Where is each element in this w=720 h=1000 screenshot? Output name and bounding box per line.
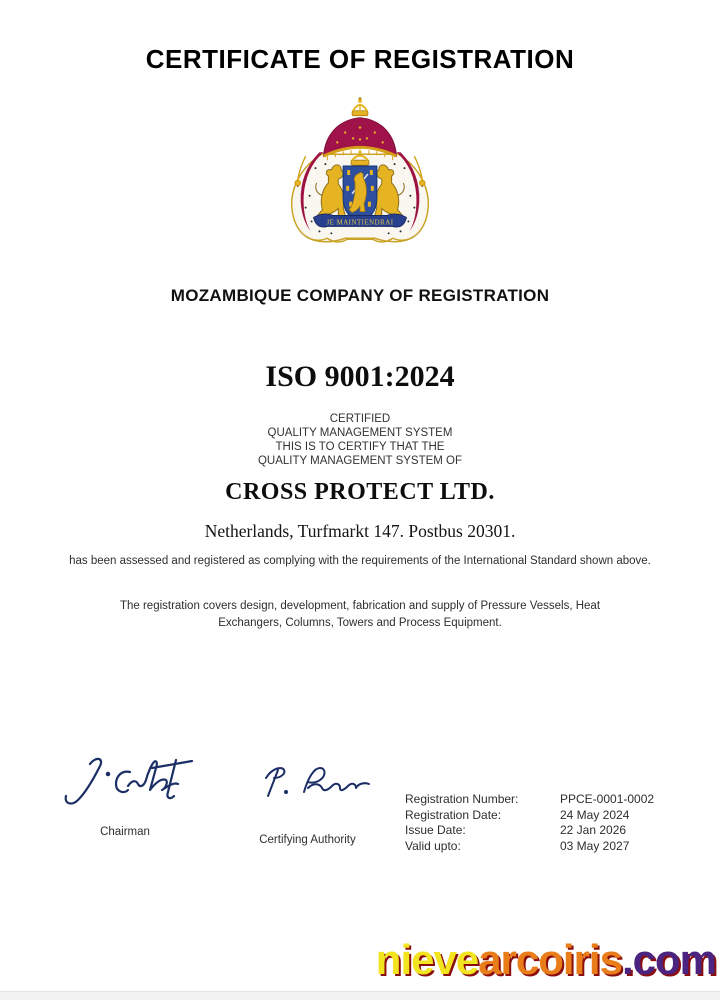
watermark-part-3: .com [621, 936, 716, 983]
assessment-statement: has been assessed and registered as complying with the requirements of the International Standard shown above. [69, 555, 651, 567]
certificate-title: CERTIFICATE OF REGISTRATION [145, 44, 575, 74]
registration-number-label: Registration Number: [405, 792, 519, 806]
motto-text: JE MAINTIENDRAI [326, 219, 394, 227]
certification-statement [0, 412, 720, 468]
watermark-part-2: arcoiris [478, 936, 622, 983]
issuer-name: MOZAMBIQUE COMPANY OF REGISTRATION [170, 286, 550, 305]
site-watermark [376, 936, 716, 984]
registration-details [405, 792, 685, 854]
registration-date-value: 24 May 2024 [560, 807, 630, 822]
page-bottom-strip [0, 991, 720, 1000]
signature-icon [238, 756, 378, 811]
issue-date-value: 22 Jan 2026 [560, 823, 627, 837]
registration-row [405, 823, 685, 839]
cert-line: QUALITY MANAGEMENT SYSTEM [267, 427, 453, 439]
registration-row [405, 792, 685, 808]
watermark-part-1: nieve [375, 936, 479, 983]
registration-number-value: PPCE-0001-0002 [560, 792, 655, 806]
valid-upto-value: 03 May 2027 [560, 838, 630, 853]
cert-line: QUALITY MANAGEMENT SYSTEM OF [257, 455, 463, 467]
valid-upto-label: Valid upto: [405, 838, 461, 853]
registration-scope: The registration covers design, development, fabrication and supply of Pressure Vessels, Heat Exchangers, Columns, Towers and Process Equipment. [119, 600, 601, 629]
chairman-signature [52, 746, 202, 821]
cert-line: THIS IS TO CERTIFY THAT THE [275, 441, 445, 453]
royal-coat-of-arms [276, 93, 444, 257]
registration-row [405, 808, 685, 824]
certifying-authority-signature [238, 756, 378, 816]
company-address: Netherlands, Turfmarkt 147. Postbus 20301. [204, 521, 516, 541]
issue-date-label: Issue Date: [405, 823, 466, 837]
registration-row [405, 839, 685, 855]
chairman-label: Chairman [100, 826, 150, 838]
certifying-authority-label: Certifying Authority [259, 834, 356, 846]
coat-of-arms-icon [276, 93, 444, 257]
signature-icon [52, 746, 202, 816]
cert-line: CERTIFIED [329, 413, 391, 425]
company-name: CROSS PROTECT LTD. [225, 479, 495, 505]
registration-date-label: Registration Date: [405, 807, 502, 822]
standard-name: ISO 9001:2024 [265, 360, 455, 393]
